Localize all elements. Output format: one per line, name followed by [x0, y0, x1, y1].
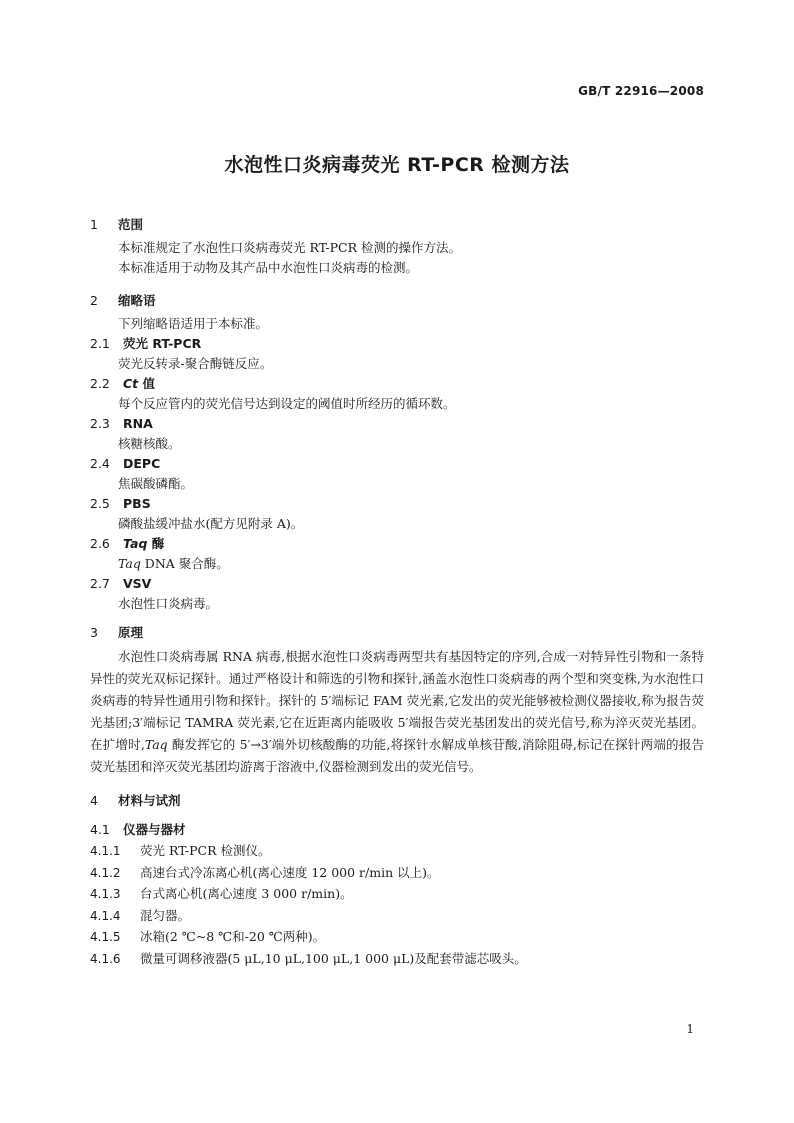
- term-name: 值: [138, 376, 156, 391]
- term-name: RNA: [123, 416, 153, 431]
- list-item: [90, 948, 704, 970]
- section-number: 3: [90, 625, 98, 640]
- item-number: 4.1.6: [90, 951, 121, 966]
- item-text: 微量可调移液器(5 μL,10 μL,100 μL,1 000 μL)及配套带滤芯吸头。: [140, 950, 527, 966]
- item-text: 高速台式冷冻离心机(离心速度 12 000 r/min 以上)。: [140, 864, 440, 880]
- term-name-italic: Taq: [123, 536, 148, 551]
- term-number: 2.5: [90, 496, 110, 511]
- term-definition: 核糖核酸。: [118, 436, 181, 451]
- term-definition: 荧光反转录-聚合酶链反应。: [118, 356, 273, 371]
- item-number: 4.1.1: [90, 844, 121, 858]
- list-item: [90, 862, 704, 884]
- list-item: [90, 840, 704, 862]
- term-number: 2.2: [90, 376, 110, 391]
- principle-italic: Taq: [144, 737, 168, 752]
- section-number: 2: [90, 293, 98, 308]
- item-text: 冰箱(2 ℃~8 ℃和-20 ℃两种)。: [140, 929, 326, 944]
- section-2-heading: [90, 290, 704, 312]
- item-text: 台式离心机(离心速度 3 000 r/min)。: [140, 886, 353, 901]
- item-text: 荧光 RT-PCR 检测仪。: [140, 843, 271, 858]
- item-number: 4.1.4: [90, 908, 121, 923]
- section-title: 材料与试剂: [118, 793, 181, 808]
- term-heading: [90, 494, 704, 514]
- definition-italic: Taq: [118, 556, 141, 571]
- term-definition: 焦碳酸磷酯。: [118, 476, 194, 491]
- document-body: [90, 214, 704, 969]
- term-number: 2.7: [90, 576, 110, 591]
- term-heading: [90, 374, 704, 394]
- term-heading: [90, 454, 704, 474]
- page-number: 1: [686, 1022, 694, 1036]
- term-definition: 水泡性口炎病毒。: [118, 596, 219, 611]
- principle-text: 水泡性口炎病毒属 RNA 病毒,根据水泡性口炎病毒两型共有基因特定的序列,合成一对特异性引物和一条特异性的荧光双标记探针。通过严格设计和筛选的引物和探针,涵盖水泡性口炎病毒的两个型和突变株,为水泡性口炎病毒的特异性通用引物和探针。探针的 5′端标记 FAM 荧光素,它发出的荧光能够被检测仪器接收,称为报告荧光基团;3′端标记 TAMRA 荧光素,它在近距离内能吸收 5′端报告荧光基团发出的荧光信号,称为淬灭荧光基团。在扩增时,: [90, 649, 704, 752]
- section-4-heading: [90, 790, 704, 812]
- list-item: [90, 883, 704, 905]
- subsection-title: 仪器与器材: [123, 822, 186, 837]
- section-1-heading: [90, 214, 704, 236]
- term-heading: [90, 574, 704, 594]
- section-number: 4: [90, 793, 98, 808]
- term-name: DEPC: [123, 456, 161, 471]
- paragraph: 本标准适用于动物及其产品中水泡性口炎病毒的检测。: [118, 260, 419, 275]
- list-item: [90, 926, 704, 948]
- principle-text: 酶发挥它的 5′→3′端外切核酸酶的功能,将探针水解成单核苷酸,消除阻碍,标记在探针两端的报告荧光基团和淬灭荧光基团均游离于溶液中,仪器检测到发出的荧光信号。: [90, 737, 704, 774]
- document-title: 水泡性口炎病毒荧光 RT-PCR 检测方法: [224, 154, 570, 176]
- term-definition: 磷酸盐缓冲盐水(配方见附录 A)。: [118, 516, 304, 531]
- item-number: 4.1.3: [90, 887, 121, 901]
- term-heading: [90, 334, 704, 354]
- item-number: 4.1.2: [90, 865, 121, 880]
- term-definition: 每个反应管内的荧光信号达到设定的阈值时所经历的循环数。: [118, 396, 456, 411]
- term-definition: [90, 554, 704, 574]
- list-item: [90, 905, 704, 927]
- subsection-heading: [90, 820, 704, 840]
- definition-text: DNA 聚合酶。: [140, 556, 229, 571]
- paragraph: 下列缩略语适用于本标准。: [118, 316, 269, 331]
- item-text: 混匀器。: [140, 907, 191, 923]
- term-name-italic: Ct: [123, 376, 139, 391]
- term-heading: [90, 534, 704, 554]
- term-number: 2.4: [90, 456, 110, 471]
- section-3-heading: [90, 622, 704, 644]
- section-title: 范围: [118, 217, 144, 232]
- term-name: VSV: [123, 576, 152, 591]
- item-number: 4.1.5: [90, 930, 121, 944]
- principle-paragraph: [90, 646, 704, 778]
- standard-code: GB/T 22916—2008: [578, 84, 704, 98]
- term-name: 荧光 RT-PCR: [123, 336, 202, 351]
- section-title: 原理: [118, 625, 144, 640]
- term-name: PBS: [123, 496, 151, 511]
- term-number: 2.3: [90, 416, 110, 431]
- section-title: 缩略语: [118, 293, 156, 308]
- term-number: 2.6: [90, 536, 110, 551]
- paragraph: 本标准规定了水泡性口炎病毒荧光 RT-PCR 检测的操作方法。: [118, 240, 461, 255]
- term-heading: [90, 414, 704, 434]
- term-name: 酶: [147, 536, 165, 551]
- term-number: 2.1: [90, 336, 110, 351]
- subsection-number: 4.1: [90, 822, 110, 837]
- section-number: 1: [90, 217, 98, 232]
